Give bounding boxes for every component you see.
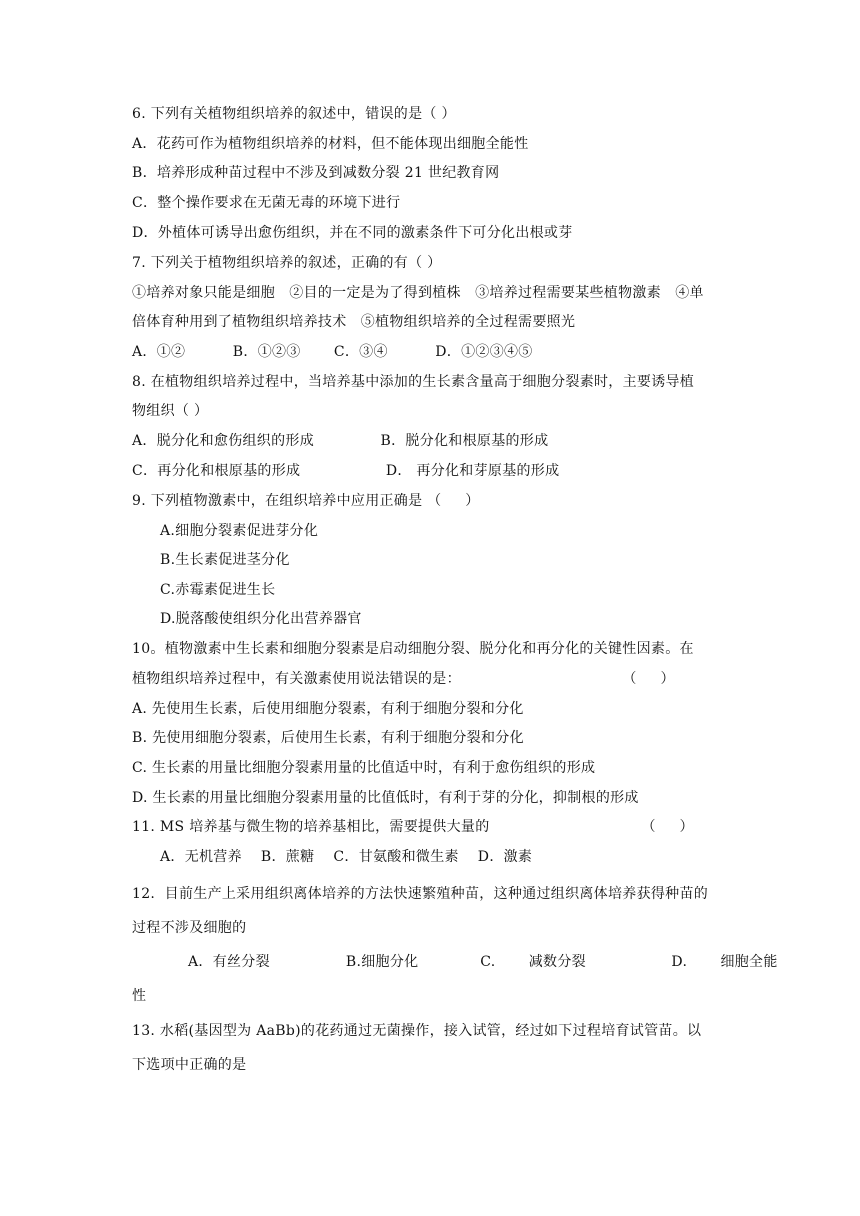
q10-option-c: C. 生长素的用量比细胞分裂素用量的比值适中时，有利于愈伤组织的形成 (132, 760, 596, 776)
q12-stem-line-1: 12. 目前生产上采用组织离体培养的方法快速繁殖种苗，这种通过组织离体培养获得种苗的 (132, 886, 709, 902)
q7-items-line-1: ①培养对象只能是细胞 ②目的一定是为了得到植株 ③培养过程需要某些植物激素 ④单 (132, 285, 704, 301)
q13-stem-line-1: 13. 水稻(基因型为 AaBb)的花药通过无菌操作，接入试管，经过如下过程培育试管苗。以 (132, 1023, 702, 1039)
q11-stem: 11. MS 培养基与微生物的培养基相比，需要提供大量的 （ ） (132, 819, 694, 835)
q9-option-c: C.赤霉素促进生长 (160, 582, 276, 598)
q9-option-d: D.脱落酸使组织分化出营养器官 (160, 611, 362, 627)
q8-stem-line-1: 8. 在植物组织培养过程中，当培养基中添加的生长素含量高于细胞分裂素时，主要诱导植 (132, 374, 695, 390)
q7-options: A．①② B．①②③ C．③④ D．①②③④⑤ (132, 344, 533, 360)
q10-stem-line-2: 植物组织培养过程中，有关激素使用说法错误的是： （ ） (132, 671, 675, 687)
q12-options: A．有丝分裂 B.细胞分化 C. 减数分裂 D. 细胞全能 (188, 954, 778, 970)
q10-option-b: B. 先使用细胞分裂素，后使用生长素，有利于细胞分裂和分化 (132, 730, 524, 746)
q8-stem-line-2: 物组织（ ） (132, 403, 209, 419)
q9-stem: 9. 下列植物激素中，在组织培养中应用正确是 （ ） (132, 493, 480, 509)
q11-options: A．无机营养 B．蔗糖 C．甘氨酸和微生素 D．激素 (160, 849, 533, 865)
q12-options-wrap: 性 (132, 988, 147, 1004)
q7-stem: 7. 下列关于植物组织培养的叙述，正确的有（ ） (132, 255, 442, 271)
q9-option-b: B.生长素促进茎分化 (160, 552, 290, 568)
q10-stem-line-1: 10。植物激素中生长素和细胞分裂素是启动细胞分裂、脱分化和再分化的关键性因素。在 (132, 641, 694, 657)
q6-option-b: B．培养形成种苗过程中不涉及到减数分裂 21 世纪教育网 (132, 165, 500, 181)
q7-items-line-2: 倍体育种用到了植物组织培养技术 ⑤植物组织培养的全过程需要照光 (132, 314, 576, 330)
q13-stem-line-2: 下选项中正确的是 (132, 1057, 247, 1073)
q9-option-a: A.细胞分裂素促进芽分化 (160, 523, 319, 539)
q6-option-c: C．整个操作要求在无菌无毒的环境下进行 (132, 195, 401, 211)
q10-option-d: D. 生长素的用量比细胞分裂素用量的比值低时，有利于芽的分化，抑制根的形成 (132, 790, 639, 806)
q8-options-row-1: A．脱分化和愈伤组织的形成 B．脱分化和根原基的形成 (132, 433, 549, 449)
q6-option-d: D．外植体可诱导出愈伤组织，并在不同的激素条件下可分化出根或芽 (132, 225, 573, 241)
q6-stem: 6. 下列有关植物组织培养的叙述中，错误的是（ ） (132, 106, 456, 122)
q8-options-row-2: C．再分化和根原基的形成 D． 再分化和芽原基的形成 (132, 463, 560, 479)
q12-stem-line-2: 过程不涉及细胞的 (132, 920, 247, 936)
q10-option-a: A. 先使用生长素，后使用细胞分裂素，有利于细胞分裂和分化 (132, 701, 524, 717)
q6-option-a: A．花药可作为植物组织培养的材料，但不能体现出细胞全能性 (132, 136, 529, 152)
